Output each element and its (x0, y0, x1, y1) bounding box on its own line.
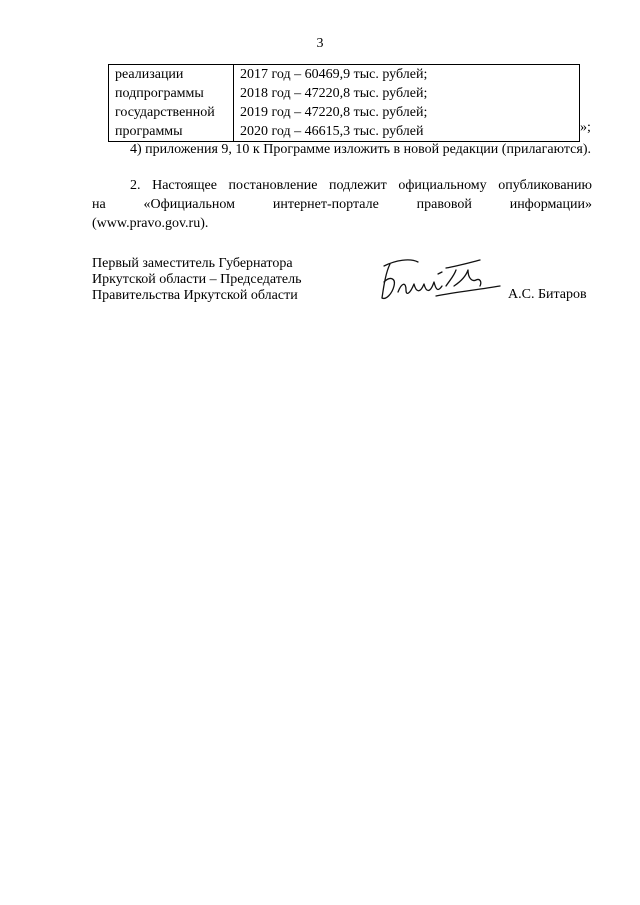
signer-title-line: Правительства Иркутской области (92, 288, 298, 303)
table-row (109, 122, 580, 142)
table-cell-label: подпрограммы (109, 84, 234, 103)
paragraph-item-4: 4) приложения 9, 10 к Программе изложить в новой редакции (прилагаются). (130, 142, 591, 157)
table-cell-label: реализации (109, 65, 234, 85)
signer-title-line: Первый заместитель Губернатора (92, 256, 293, 271)
paragraph-2-line-2: на «Официальном интернет-портале правовой информации» (92, 197, 592, 212)
table-cell-value: 2020 год – 46615,3 тыс. рублей (234, 122, 580, 142)
table-row (109, 103, 580, 122)
table-cell-value: 2019 год – 47220,8 тыс. рублей; (234, 103, 580, 122)
paragraph-2-line-3: (www.pravo.gov.ru). (92, 216, 209, 231)
table-cell-value: 2017 год – 60469,9 тыс. рублей; (234, 65, 580, 85)
signer-name: А.С. Битаров (508, 287, 587, 302)
table-cell-value: 2018 год – 47220,8 тыс. рублей; (234, 84, 580, 103)
page-number: 3 (316, 36, 324, 51)
funding-table (108, 64, 580, 142)
signer-title-line: Иркутской области – Председатель (92, 272, 302, 287)
table-cell-label: государственной (109, 103, 234, 122)
paragraph-2-line-1: 2. Настоящее постановление подлежит официальному опубликованию (130, 178, 592, 193)
paragraph-2 (92, 176, 592, 233)
signer-title (92, 256, 301, 304)
handwritten-signature (376, 252, 506, 312)
table-row (109, 84, 580, 103)
table-row (109, 65, 580, 85)
table-cell-label: программы (109, 122, 234, 142)
closing-quote: »; (580, 120, 591, 135)
